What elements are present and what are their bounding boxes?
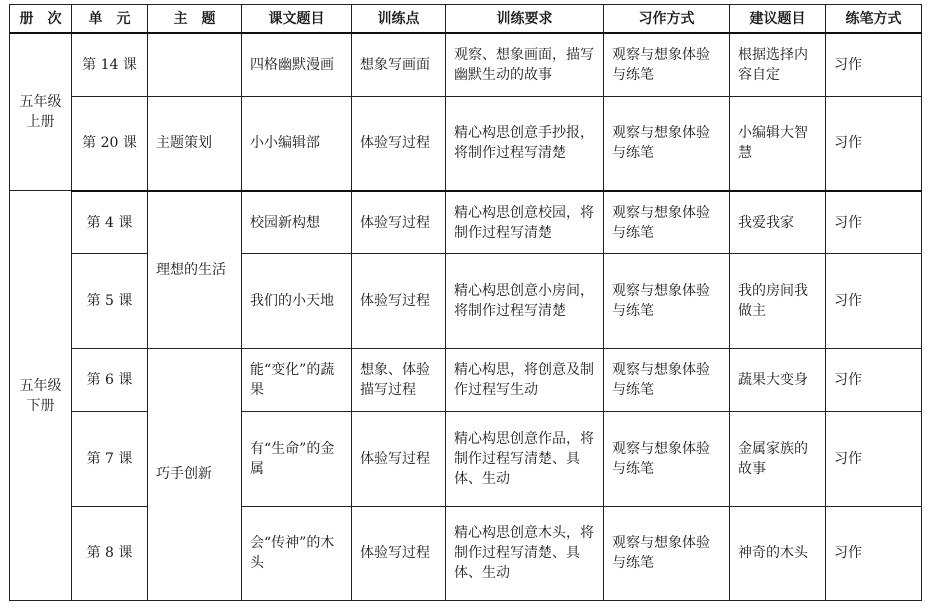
volume-label-line2: 下册 — [26, 397, 55, 414]
table-row — [10, 506, 922, 600]
training-requirement-cell: 精心构思创意作品，将制作过程写清楚、具体、生动 — [446, 412, 604, 506]
training-requirement-cell: 精心构思创意校园，将制作过程写清楚 — [446, 191, 604, 254]
writing-method-cell: 观察与想象体验与练笔 — [604, 191, 730, 254]
writing-method-cell: 观察与想象体验与练笔 — [604, 33, 730, 96]
writing-method-cell: 观察与想象体验与练笔 — [604, 348, 730, 411]
volume-cell-upper — [10, 33, 72, 191]
unit-cell: 第 4 课 — [72, 191, 148, 254]
lesson-title-cell: 小小编辑部 — [242, 96, 352, 190]
unit-cell: 第 8 课 — [72, 506, 148, 600]
training-requirement-cell: 精心构思创意手抄报，将制作过程写清楚 — [446, 96, 604, 190]
lesson-title-cell: 会“传神”的木头 — [242, 506, 352, 600]
practice-method-cell: 习作 — [826, 506, 922, 600]
training-point-cell: 体验写过程 — [352, 506, 446, 600]
practice-method-cell: 习作 — [826, 33, 922, 96]
training-point-cell: 体验写过程 — [352, 191, 446, 254]
header-theme: 主 题 — [148, 5, 242, 34]
theme-cell-empty — [148, 33, 242, 96]
training-requirement-cell: 观察、想象画面，描写幽默生动的故事 — [446, 33, 604, 96]
unit-cell: 第 5 课 — [72, 254, 148, 348]
writing-method-cell: 观察与想象体验与练笔 — [604, 506, 730, 600]
table-row — [10, 412, 922, 506]
practice-method-cell: 习作 — [826, 96, 922, 190]
unit-cell: 第 6 课 — [72, 348, 148, 411]
unit-cell: 第 20 课 — [72, 96, 148, 190]
suggested-title-cell: 我爱我家 — [730, 191, 826, 254]
lesson-title-cell: 有“生命”的金属 — [242, 412, 352, 506]
suggested-title-cell: 小编辑大智慧 — [730, 96, 826, 190]
theme-cell: 巧手创新 — [148, 348, 242, 600]
lesson-title-cell: 我们的小天地 — [242, 254, 352, 348]
writing-method-cell: 观察与想象体验与练笔 — [604, 254, 730, 348]
training-point-cell: 体验写过程 — [352, 96, 446, 190]
header-unit: 单 元 — [72, 5, 148, 34]
training-requirement-cell: 精心构思创意小房间，将制作过程写清楚 — [446, 254, 604, 348]
suggested-title-cell: 神奇的木头 — [730, 506, 826, 600]
table-row — [10, 348, 922, 411]
unit-cell: 第 14 课 — [72, 33, 148, 96]
training-point-cell: 想象写画面 — [352, 33, 446, 96]
training-point-cell: 体验写过程 — [352, 412, 446, 506]
table-row — [10, 254, 922, 348]
practice-method-cell: 习作 — [826, 412, 922, 506]
training-point-cell: 体验写过程 — [352, 254, 446, 348]
training-requirement-cell: 精心构思创意木头，将制作过程写清楚、具体、生动 — [446, 506, 604, 600]
unit-cell: 第 7 课 — [72, 412, 148, 506]
theme-cell: 主题策划 — [148, 96, 242, 190]
header-row — [10, 5, 922, 34]
training-point-cell: 想象、体验描写过程 — [352, 348, 446, 411]
volume-label-line2: 上册 — [26, 114, 55, 131]
header-volume: 册 次 — [10, 5, 72, 34]
table-row — [10, 191, 922, 254]
suggested-title-cell: 根据选择内容自定 — [730, 33, 826, 96]
volume-cell-lower — [10, 191, 72, 601]
suggested-title-cell: 金属家族的故事 — [730, 412, 826, 506]
suggested-title-cell: 我的房间我做主 — [730, 254, 826, 348]
training-requirement-cell: 精心构思，将创意及制作过程写生动 — [446, 348, 604, 411]
header-suggested-title: 建议题目 — [730, 5, 826, 34]
header-writing-method: 习作方式 — [604, 5, 730, 34]
volume-label-line1: 五年级 — [19, 94, 62, 111]
practice-method-cell: 习作 — [826, 254, 922, 348]
table-row — [10, 96, 922, 190]
table-row — [10, 33, 922, 96]
header-training-point: 训练点 — [352, 5, 446, 34]
header-lesson-title: 课文题目 — [242, 5, 352, 34]
theme-cell: 理想的生活 — [148, 191, 242, 349]
volume-label-line1: 五年级 — [19, 377, 62, 394]
header-practice-method: 练笔方式 — [826, 5, 922, 34]
header-training-requirement: 训练要求 — [446, 5, 604, 34]
suggested-title-cell: 蔬果大变身 — [730, 348, 826, 411]
practice-method-cell: 习作 — [826, 348, 922, 411]
lesson-title-cell: 校园新构想 — [242, 191, 352, 254]
writing-method-cell: 观察与想象体验与练笔 — [604, 96, 730, 190]
practice-method-cell: 习作 — [826, 191, 922, 254]
lesson-title-cell: 四格幽默漫画 — [242, 33, 352, 96]
writing-curriculum-table — [9, 4, 922, 601]
lesson-title-cell: 能“变化”的蔬果 — [242, 348, 352, 411]
writing-method-cell: 观察与想象体验与练笔 — [604, 412, 730, 506]
